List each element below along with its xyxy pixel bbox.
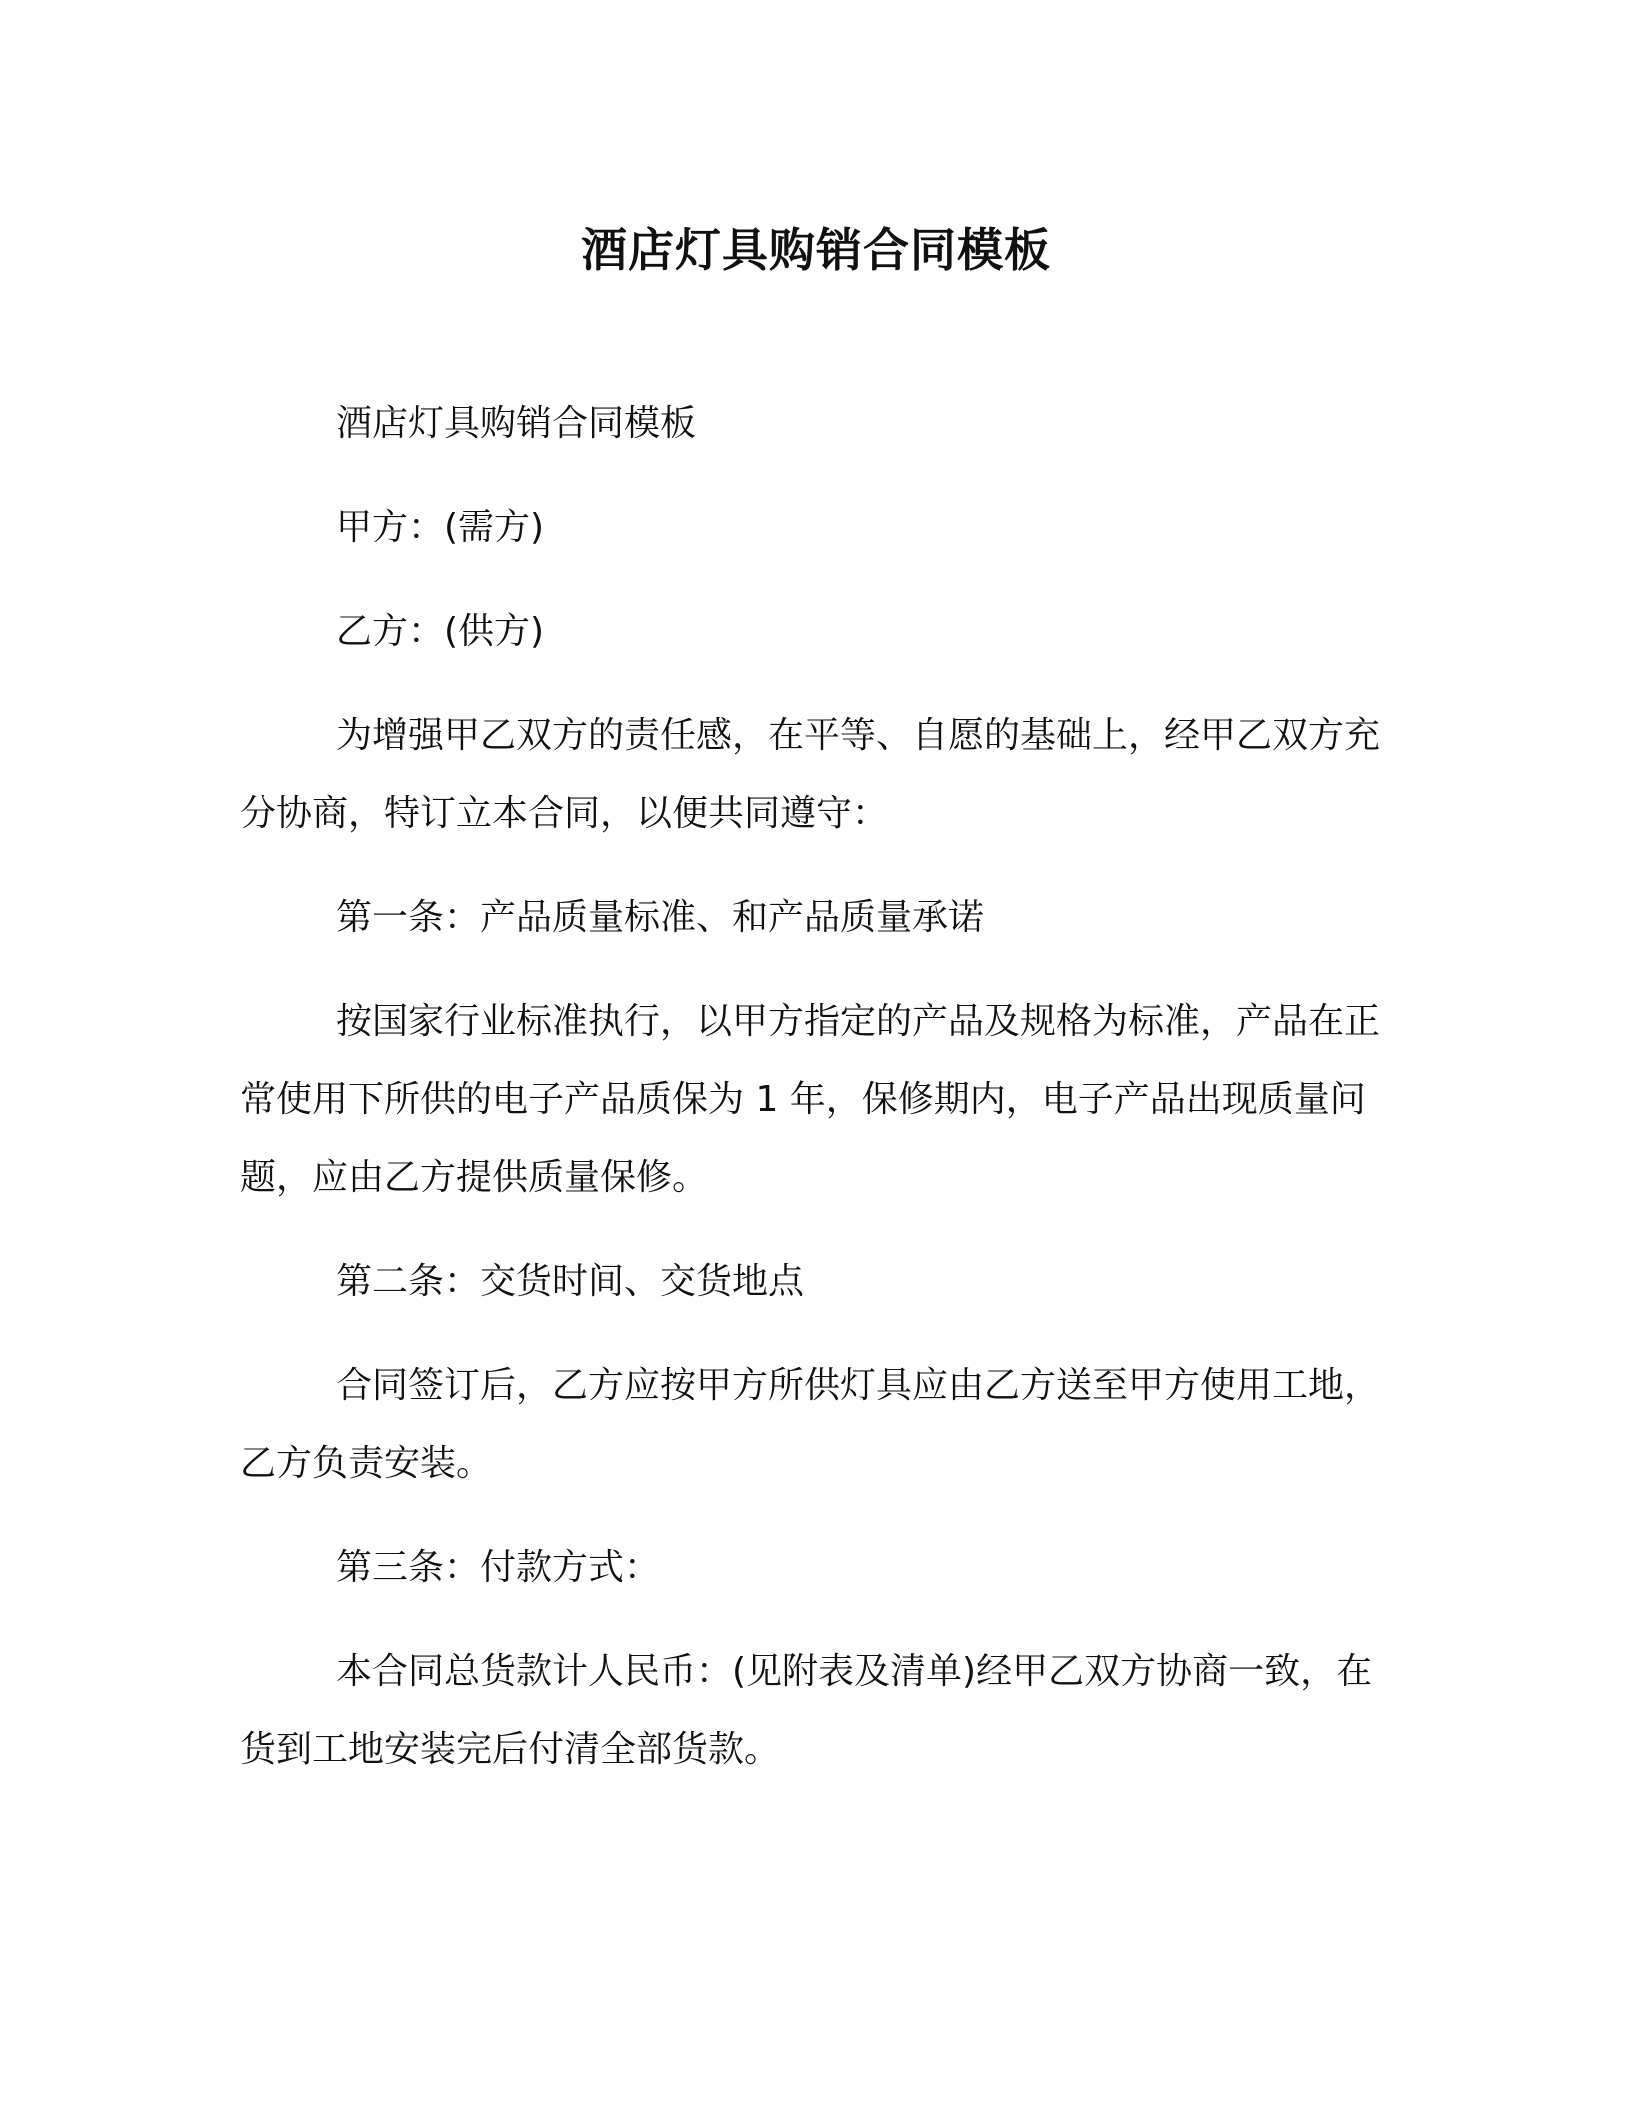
paragraph-party-b: 乙方：(供方) <box>336 611 545 652</box>
document-title: 酒店灯具购销合同模板 <box>581 223 1051 277</box>
clause-2-body: 合同签订后，乙方应按甲方所供灯具应由乙方送至甲方使用工地，乙方负责安装。 <box>240 1365 1381 1484</box>
paragraph-preamble: 为增强甲乙双方的责任感，在平等、自愿的基础上，经甲乙双方充分协商，特订立本合同，以便共同遵守： <box>240 715 1381 834</box>
document-body <box>240 385 1390 1815</box>
clause-1-body: 按国家行业标准执行，以甲方指定的产品及规格为标准，产品在正常使用下所供的电子产品质保为 1 年，保修期内，电子产品出现质量问题，应由乙方提供质量保修。 <box>240 1001 1381 1198</box>
clause-1-heading: 第一条：产品质量标准、和产品质量承诺 <box>336 897 985 938</box>
clause-2-heading: 第二条：交货时间、交货地点 <box>336 1261 805 1302</box>
paragraph-heading: 酒店灯具购销合同模板 <box>336 403 697 444</box>
clause-3-body: 本合同总货款计人民币：(见附表及清单)经甲乙双方协商一致，在货到工地安装完后付清全部货款。 <box>240 1651 1373 1770</box>
paragraph-party-a: 甲方：(需方) <box>336 507 545 548</box>
clause-3-heading: 第三条：付款方式： <box>336 1547 661 1588</box>
